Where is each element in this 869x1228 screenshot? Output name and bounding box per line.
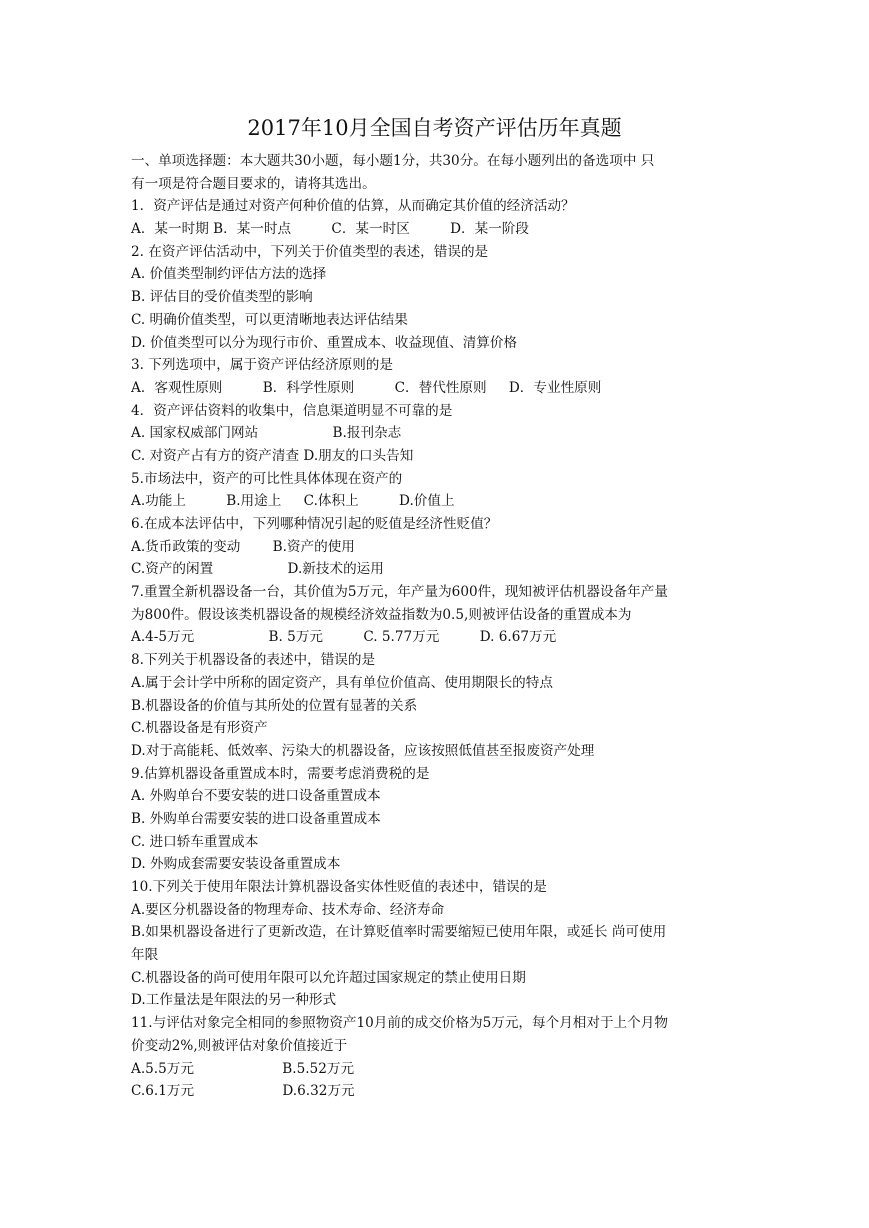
question-7-stem-line-1: 7.重置全新机器设备一台，其价值为5万元，年产量为600件，现知被评估机器设备年产量 <box>131 584 668 601</box>
question-6-options-ab <box>131 536 743 559</box>
option-c: C. 5.77万元 <box>363 629 440 646</box>
question-8-stem: 8.下列关于机器设备的表述中，错误的是 <box>131 652 376 669</box>
question-2-option-d: D. 价值类型可以分为现行市价、重置成本、收益现值、清算价格 <box>131 334 518 351</box>
question-4-options-cd <box>131 445 743 468</box>
option-a: A.货币政策的变动 <box>131 538 241 555</box>
question-3-stem: 3. 下列选项中，属于资产评估经济原则的是 <box>131 357 393 374</box>
option-c: C．替代性原则 <box>394 379 487 396</box>
option-b: B．某一时点 <box>213 221 292 238</box>
option-b: B.用途上 <box>226 493 282 510</box>
option-d: D.朋友的口头告知 <box>303 447 414 464</box>
question-9-stem: 9.估算机器设备重置成本时，需要考虑消费税的是 <box>131 765 430 782</box>
option-d: D.6.32万元 <box>282 1083 355 1100</box>
question-1-options <box>131 218 743 241</box>
question-9-option-c: C. 进口轿车重置成本 <box>131 833 259 850</box>
option-d: D．某一阶段 <box>450 221 529 238</box>
question-5-stem: 5.市场法中，资产的可比性具体体现在资产的 <box>131 470 403 487</box>
option-a: A．客观性原则 <box>131 379 223 396</box>
option-b: B.资产的使用 <box>272 538 355 555</box>
question-10-option-b-line-1: B.如果机器设备进行了更新改造，在计算贬值率时需要缩短已使用年限，或延长 尚可使用 <box>131 924 667 941</box>
option-c: C. 对资产占有方的资产清查 <box>131 447 300 464</box>
option-d: D．专业性原则 <box>508 379 602 396</box>
question-10-option-c: C.机器设备的尚可使用年限可以允许超过国家规定的禁止使用日期 <box>131 969 526 986</box>
page-title: 2017年10月全国自考资产评估历年真题 <box>247 116 622 140</box>
option-c: C.资产的闲置 <box>131 561 214 578</box>
question-11-stem-line-2: 价变动2%,则被评估对象价值接近于 <box>131 1037 348 1054</box>
section-instructions-line-1: 一、单项选择题：本大题共30小题，每小题1分，共30分。在每小题列出的备选项中 只 <box>131 153 655 169</box>
option-b: B.报刊杂志 <box>332 425 402 442</box>
option-a: A.功能上 <box>131 493 186 510</box>
question-7-options <box>131 626 743 649</box>
question-10-stem: 10.下列关于使用年限法计算机器设备实体性贬值的表述中，错误的是 <box>131 879 547 895</box>
question-2-stem: 2. 在资产评估活动中，下列关于价值类型的表述，错误的是 <box>131 243 489 260</box>
question-2-option-c: C. 明确价值类型，可以更清晰地表达评估结果 <box>131 311 408 328</box>
option-a: A.4-5万元 <box>131 629 195 646</box>
question-8-option-d: D.对于高能耗、低效率、污染大的机器设备，应该按照低值甚至报废资产处理 <box>131 742 595 759</box>
option-c: C.体积上 <box>303 493 359 510</box>
question-10-option-b-line-2: 年限 <box>131 947 159 964</box>
option-b: B．科学性原则 <box>262 379 355 396</box>
question-6-options-cd <box>131 558 743 581</box>
question-1-stem: 1．资产评估是通过对资产何种价值的估算，从而确定其价值的经济活动？ <box>131 198 575 215</box>
question-8-option-c: C.机器设备是有形资产 <box>131 720 268 737</box>
question-10-option-a: A.要区分机器设备的物理寿命、技术寿命、经济寿命 <box>131 901 445 918</box>
option-b: B.5.52万元 <box>282 1060 355 1077</box>
option-d: D. 6.67万元 <box>479 629 557 646</box>
option-c: C．某一时区 <box>331 221 410 238</box>
question-11-stem-line-1: 11.与评估对象完全相同的参照物资产10月前的成交价格为5万元，每个月相对于上个月物 <box>131 1015 668 1032</box>
question-5-options <box>131 490 743 513</box>
question-2-option-b: B. 评估目的受价值类型的影响 <box>131 289 313 306</box>
question-4-options-ab <box>131 422 743 445</box>
question-9-option-d: D. 外购成套需要安装设备重置成本 <box>131 856 341 873</box>
question-9-option-b: B. 外购单台需要安装的进口设备重置成本 <box>131 810 381 827</box>
exam-body <box>131 150 743 1103</box>
option-a: A．某一时期 <box>131 221 209 238</box>
question-6-stem: 6.在成本法评估中，下列哪种情况引起的贬值是经济性贬值？ <box>131 516 498 532</box>
option-c: C.6.1万元 <box>131 1083 195 1100</box>
option-d: D.价值上 <box>399 493 455 510</box>
section-instructions-line-2: 有一项是符合题目要求的，请将其选出。 <box>131 175 376 192</box>
question-8-option-a: A.属于会计学中所称的固定资产，具有单位价值高、使用期限长的特点 <box>131 674 553 691</box>
question-3-options <box>131 377 743 400</box>
question-8-option-b: B.机器设备的价值与其所处的位置有显著的关系 <box>131 697 418 714</box>
option-d: D.新技术的运用 <box>287 561 384 578</box>
option-a: A. 国家权威部门网站 <box>131 425 259 442</box>
question-9-option-a: A. 外购单台不要安装的进口设备重置成本 <box>131 788 381 805</box>
question-7-stem-line-2: 为800件。假设该类机器设备的规模经济效益指数为0.5,则被评估设备的重置成本为 <box>131 606 632 623</box>
option-a: A.5.5万元 <box>131 1060 194 1077</box>
option-b: B. 5万元 <box>268 629 324 646</box>
question-11-options-cd <box>131 1080 743 1103</box>
question-4-stem: 4．资产评估资料的收集中，信息渠道明显不可靠的是 <box>131 402 453 419</box>
question-11-options-ab <box>131 1058 743 1081</box>
question-2-option-a: A. 价值类型制约评估方法的选择 <box>131 266 327 283</box>
question-10-option-d: D.工作量法是年限法的另一种形式 <box>131 992 337 1009</box>
